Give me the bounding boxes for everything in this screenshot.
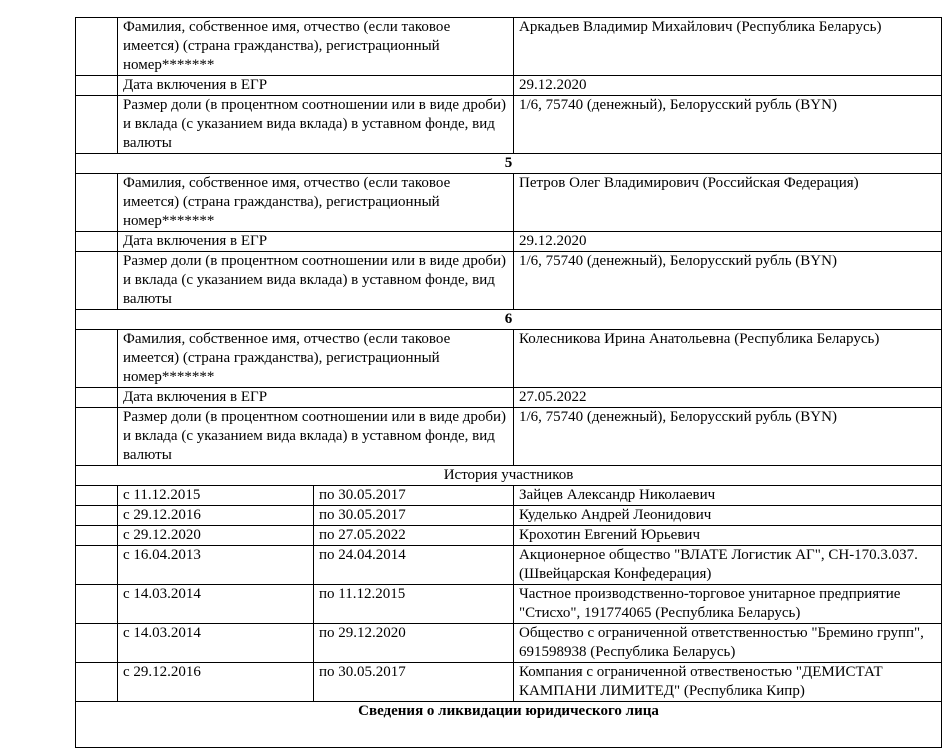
row-index-cell (76, 252, 118, 310)
history-participant: Акционерное общество "ВЛАТЕ Логистик АГ", CH-170.3.037. (Швейцарская Конфедерация) (514, 546, 942, 585)
participant-name-value: Аркадьев Владимир Михайлович (Республика Беларусь) (514, 18, 942, 76)
share-label: Размер доли (в процентном соотношении или в виде дроби) и вклада (с указанием вида вклада) в уставном фонде, вид валюты (118, 96, 514, 154)
row-index-cell (76, 232, 118, 252)
table-row (76, 18, 942, 76)
history-from: с 16.04.2013 (118, 546, 314, 585)
row-index-cell (76, 18, 118, 76)
row-index-cell (76, 330, 118, 388)
egr-date-value: 29.12.2020 (514, 232, 942, 252)
participant-name-label: Фамилия, собственное имя, отчество (если таковое имеется) (страна гражданства), регистрационный номер******* (118, 174, 514, 232)
history-participant: Куделько Андрей Леонидович (514, 506, 942, 526)
share-value: 1/6, 75740 (денежный), Белорусский рубль (BYN) (514, 252, 942, 310)
table-row (76, 76, 942, 96)
participant-number: 5 (76, 154, 942, 174)
history-section-header: История участников (76, 466, 942, 486)
row-index-cell (76, 408, 118, 466)
history-to: по 29.12.2020 (314, 624, 514, 663)
table-row (76, 174, 942, 232)
table-row (76, 310, 942, 330)
table-row (76, 232, 942, 252)
egr-date-label: Дата включения в ЕГР (118, 232, 514, 252)
liquidation-section-header: Сведения о ликвидации юридического лица (76, 702, 942, 748)
row-index-cell (76, 388, 118, 408)
history-from: с 29.12.2016 (118, 663, 314, 702)
history-participant: Общество с ограниченной ответственностью "Бремино групп", 691598938 (Республика Беларусь) (514, 624, 942, 663)
history-to: по 30.05.2017 (314, 506, 514, 526)
history-to: по 27.05.2022 (314, 526, 514, 546)
history-participant: Крохотин Евгений Юрьевич (514, 526, 942, 546)
egr-date-label: Дата включения в ЕГР (118, 76, 514, 96)
row-index-cell (76, 174, 118, 232)
row-index-cell (76, 663, 118, 702)
egr-date-label: Дата включения в ЕГР (118, 388, 514, 408)
table-row (76, 388, 942, 408)
table-row (76, 702, 942, 748)
participant-name-value: Колесникова Ирина Анатольевна (Республика Беларусь) (514, 330, 942, 388)
row-index-cell (76, 624, 118, 663)
history-participant: Частное производственно-торговое унитарное предприятие "Стисхо", 191774065 (Республика Беларусь) (514, 585, 942, 624)
table-row (76, 466, 942, 486)
row-index-cell (76, 526, 118, 546)
table-row (76, 252, 942, 310)
history-from: с 11.12.2015 (118, 486, 314, 506)
row-index-cell (76, 585, 118, 624)
history-row (76, 486, 942, 506)
egr-date-value: 27.05.2022 (514, 388, 942, 408)
history-row (76, 526, 942, 546)
history-row (76, 663, 942, 702)
share-value: 1/6, 75740 (денежный), Белорусский рубль (BYN) (514, 408, 942, 466)
row-index-cell (76, 506, 118, 526)
history-row (76, 624, 942, 663)
history-to: по 11.12.2015 (314, 585, 514, 624)
table-row (76, 96, 942, 154)
history-row (76, 546, 942, 585)
table-row (76, 408, 942, 466)
history-participant: Зайцев Александр Николаевич (514, 486, 942, 506)
row-index-cell (76, 486, 118, 506)
participant-name-value: Петров Олег Владимирович (Российская Федерация) (514, 174, 942, 232)
history-row (76, 506, 942, 526)
history-from: с 14.03.2014 (118, 624, 314, 663)
participant-number: 6 (76, 310, 942, 330)
history-participant: Компания с ограниченной отвественостью "ДЕМИСТАТ КАМПАНИ ЛИМИТЕД" (Республика Кипр) (514, 663, 942, 702)
history-to: по 24.04.2014 (314, 546, 514, 585)
history-from: с 14.03.2014 (118, 585, 314, 624)
row-index-cell (76, 96, 118, 154)
table-row (76, 154, 942, 174)
share-label: Размер доли (в процентном соотношении или в виде дроби) и вклада (с указанием вида вклада) в уставном фонде, вид валюты (118, 252, 514, 310)
table-row (76, 330, 942, 388)
share-value: 1/6, 75740 (денежный), Белорусский рубль (BYN) (514, 96, 942, 154)
history-from: с 29.12.2016 (118, 506, 314, 526)
share-label: Размер доли (в процентном соотношении или в виде дроби) и вклада (с указанием вида вклада) в уставном фонде, вид валюты (118, 408, 514, 466)
registry-table (75, 17, 942, 748)
egr-date-value: 29.12.2020 (514, 76, 942, 96)
participant-name-label: Фамилия, собственное имя, отчество (если таковое имеется) (страна гражданства), регистрационный номер******* (118, 18, 514, 76)
history-to: по 30.05.2017 (314, 486, 514, 506)
history-to: по 30.05.2017 (314, 663, 514, 702)
row-index-cell (76, 546, 118, 585)
participant-name-label: Фамилия, собственное имя, отчество (если таковое имеется) (страна гражданства), регистрационный номер******* (118, 330, 514, 388)
history-row (76, 585, 942, 624)
history-from: с 29.12.2020 (118, 526, 314, 546)
row-index-cell (76, 76, 118, 96)
